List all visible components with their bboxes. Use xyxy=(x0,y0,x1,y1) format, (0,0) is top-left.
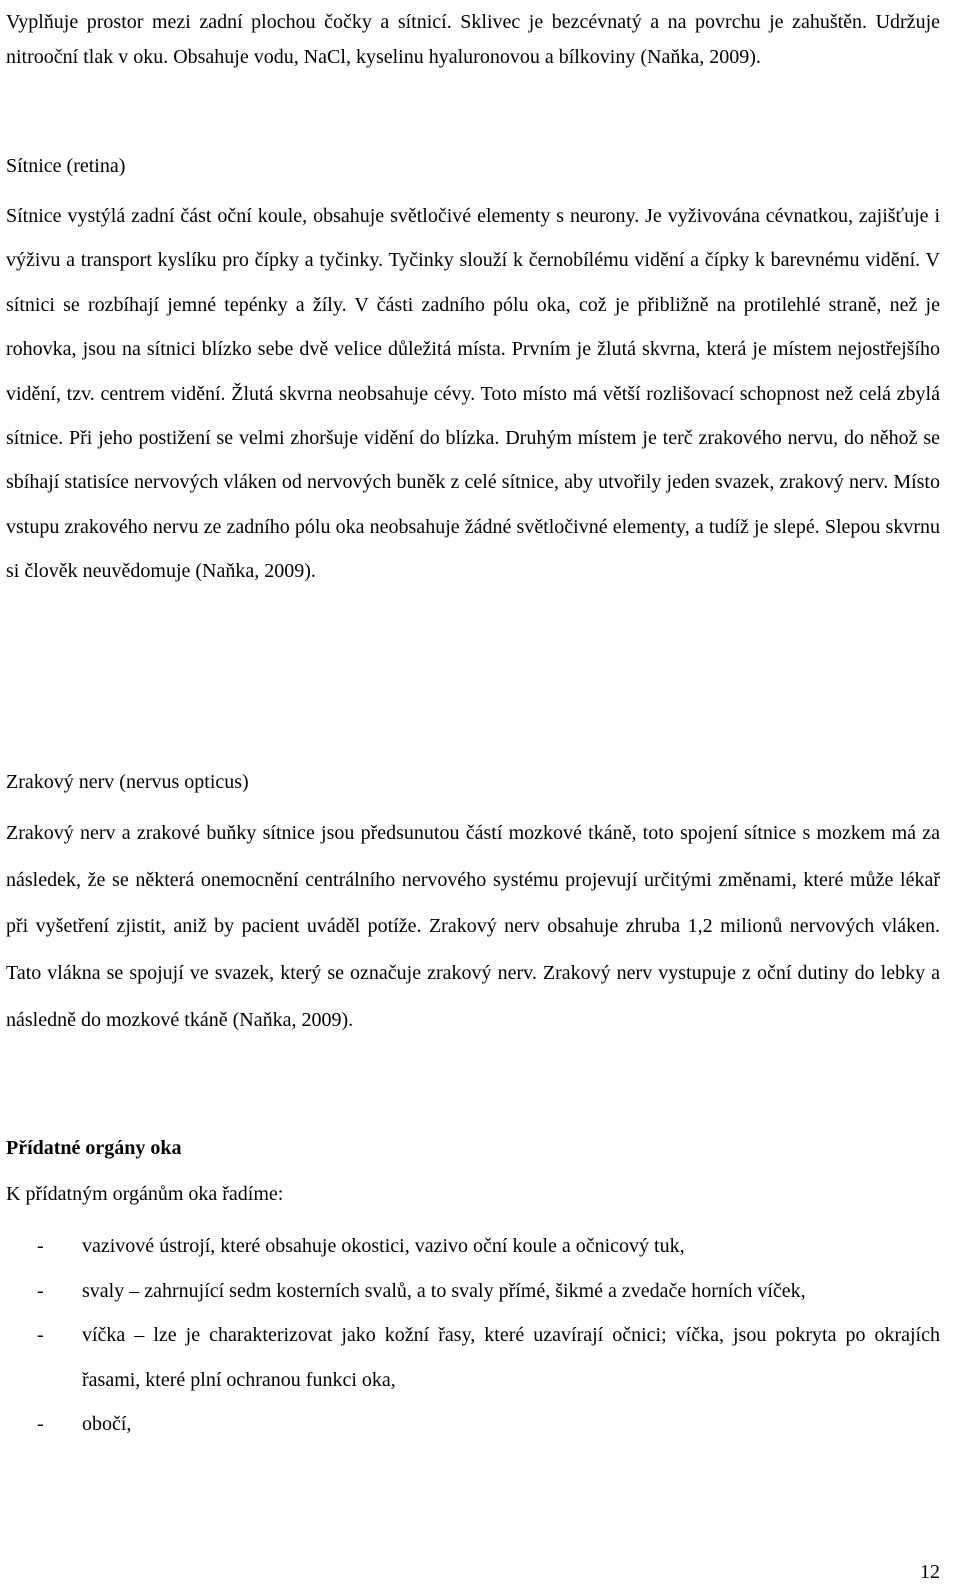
list-item-text: svaly – zahrnující sedm kosterních svalů, a to svaly přímé, šikmé a zvedače horních víček, xyxy=(82,1279,806,1302)
intro-paragraph: Vyplňuje prostor mezi zadní plochou čočky a sítnicí. Sklivec je bezcévnatý a na povrchu je zahuštěn. Udržuje nitrooční tlak v oku. Obsahuje vodu, NaCl, kyselinu hyaluronovou a bílkoviny (Naňka, 2009). xyxy=(6,11,940,68)
list-bullet: - xyxy=(37,1413,44,1435)
list-bullet: - xyxy=(37,1279,44,1302)
optic-nerve-paragraph: Zrakový nerv a zrakové buňky sítnice jsou předsunutou částí mozkové tkáně, toto spojení sítnice s mozkem má za následek, že se některá onemocnění centrálního nervového systému projevují určitými změnami, které může lékař při vyšetření zjistit, aniž by pacient uváděl potíže. Zrakový nerv obsahuje zhruba 1,2 milionů nervových vláken. Tato vlákna se spojují ve svazek, který se označuje zrakový nerv. Zrakový nerv vystupuje z oční dutiny do lebky a následně do mozkové tkáně (Naňka, 2009). xyxy=(6,822,940,1031)
list-item xyxy=(6,1402,940,1447)
accessory-organs-heading: Přídatné orgány oka xyxy=(6,1137,182,1159)
accessory-organs-list xyxy=(6,1224,940,1447)
optic-nerve-heading: Zrakový nerv (nervus opticus) xyxy=(6,771,249,793)
retina-paragraph: Sítnice vystýlá zadní část oční koule, obsahuje světločivé elementy s neurony. Je vyživována cévnatkou, zajišťuje i výživu a transport kyslíku pro čípky a tyčinky. Tyčinky slouží k černobílému vidění a čípky k barevnému vidění. V sítnici se rozbíhají jemné tepénky a žíly. V části zadního pólu oka, což je přibližně na protilehlé straně, než je rohovka, jsou na sítnici blízko sebe dvě velice důležitá místa. Prvním je žlutá skvrna, která je místem nejostřejšího vidění, tzv. centrem vidění. Žlutá skvrna neobsahuje cévy. Toto místo má větší rozlišovací schopnost než celá zbylá sítnice. Při jeho postižení se velmi zhoršuje vidění do blízka. Druhým místem je terč zrakového nervu, do něhož se sbíhají statisíce nervových vláken od nervových buněk z celé sítnice, aby utvořily jeden svazek, zrakový nerv. Místo vstupu zrakového nervu ze zadního pólu oka neobsahuje žádné světločivné elementy, a tudíž je slepé. Slepou skvrnu si člověk neuvědomuje (Naňka, 2009). xyxy=(6,205,940,583)
list-bullet: - xyxy=(37,1235,44,1257)
list-item xyxy=(6,1269,940,1314)
accessory-organs-intro: K přídatným orgánům oka řadíme: xyxy=(6,1183,284,1205)
list-bullet: - xyxy=(37,1324,44,1346)
list-item-text: víčka – lze je charakterizovat jako kožní řasy, které uzavírají očnici; víčka, jsou pokryta po okrajích řasami, které plní ochranou funkci oka, xyxy=(82,1324,940,1391)
list-item xyxy=(6,1224,940,1269)
list-item-text: obočí, xyxy=(82,1413,132,1435)
page-number: 12 xyxy=(920,1561,940,1583)
list-item-text: vazivové ústrojí, které obsahuje okostici, vazivo oční koule a očnicový tuk, xyxy=(82,1235,685,1257)
retina-heading: Sítnice (retina) xyxy=(6,155,126,177)
list-item xyxy=(6,1313,940,1402)
